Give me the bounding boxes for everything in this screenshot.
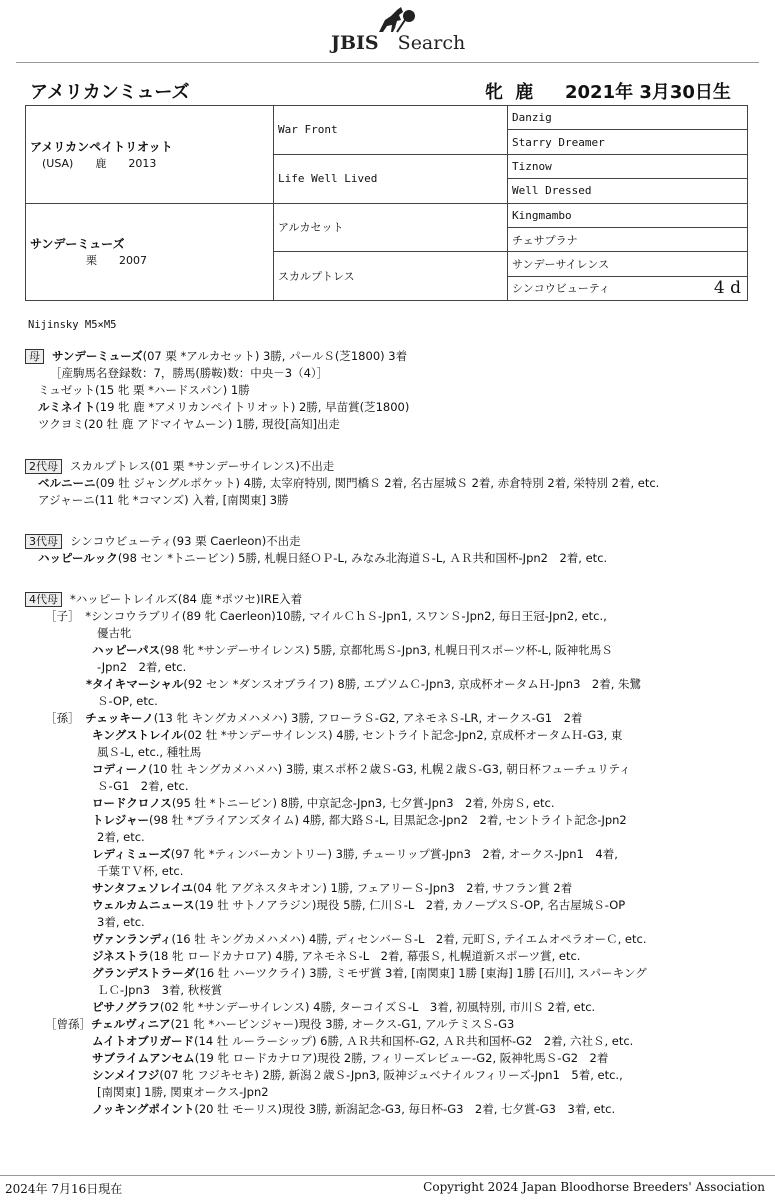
horse-link[interactable]: ハッピーパス bbox=[92, 643, 160, 657]
family-line bbox=[97, 1084, 269, 1100]
family-line bbox=[25, 533, 301, 549]
family-line bbox=[97, 863, 183, 879]
horse-link[interactable]: ムイトオブリガード bbox=[92, 1034, 195, 1048]
family-line bbox=[92, 642, 613, 658]
dam-sire[interactable]: アルカセット bbox=[274, 203, 508, 252]
family-line bbox=[92, 880, 572, 896]
horse-link[interactable]: ヴァンランディ bbox=[92, 932, 172, 946]
ancestor-cell[interactable]: Starry Dreamer bbox=[508, 130, 748, 154]
record-text: (21 牝 *ハービンジャー)現役 3勝, オークス-G1, アルテミスＳ-G3 bbox=[170, 1017, 515, 1031]
horse-link[interactable]: サブライムアンセム bbox=[92, 1051, 195, 1065]
record-text: (98 牡 *ブライアンズタイム) 4勝, 都大路Ｓ-L, 目黒記念-Jpn2 2着, セントライト記念-Jpn2 bbox=[148, 813, 627, 827]
record-text: ＬＣ-Jpn3 3着, 秋桜賞 bbox=[97, 983, 223, 997]
horse-link[interactable]: ロードクロノス bbox=[92, 796, 172, 810]
record-text: 優古牝 bbox=[97, 626, 132, 640]
family-line bbox=[92, 761, 631, 777]
record-text: ［曾孫］ bbox=[45, 1017, 91, 1031]
family-line bbox=[92, 948, 580, 964]
ancestor-cell[interactable]: Tiznow bbox=[508, 154, 748, 178]
as-of-date: 2024年 7月16日現在 bbox=[5, 1182, 123, 1196]
family-line bbox=[97, 744, 201, 760]
horse-sex-color: 牝 鹿 bbox=[485, 82, 534, 103]
horse-link[interactable]: ピサノグラフ bbox=[92, 1000, 160, 1014]
family-line bbox=[97, 778, 189, 794]
horse-link[interactable]: ルミネイト bbox=[38, 400, 96, 414]
record-text: (16 牡 ハーツクライ) 3勝, ミモザ賞 3着, [南関東] 1勝 [東海] 1勝 [石川], スパーキング bbox=[195, 966, 647, 980]
family-line bbox=[97, 829, 145, 845]
horse-name: アメリカンミューズ bbox=[30, 82, 190, 103]
record-text: (02 牝 *サンデーサイレンス) 4勝, ターコイズＳ-L 3着, 初風特別, 市川Ｓ 2着, etc. bbox=[159, 1000, 596, 1014]
logo-text: JBIS Search bbox=[331, 32, 466, 54]
record-text: (95 牡 *トニービン) 8勝, 中京記念-Jpn3, 七夕賞-Jpn3 2着, 外房Ｓ, etc. bbox=[171, 796, 555, 810]
record-text: (09 牡 ジャングルポケット) 4勝, 太宰府特別, 関門橋Ｓ 2着, 名古屋城Ｓ 2着, 赤倉特別 2着, 栄特別 2着, etc. bbox=[95, 476, 660, 490]
record-text: (92 セン *ダンスオブライフ) 8勝, エプソムＣ-Jpn3, 京成杯オータムＨ-Jpn3 2着, 朱鷺 bbox=[183, 677, 642, 691]
record-text: (98 セン *トニービン) 5勝, 札幌日経ＯＰ-L, みなみ北海道Ｓ-L, ＡＲ共和国杯-Jpn2 2着, etc. bbox=[117, 551, 608, 565]
family-line bbox=[92, 1101, 615, 1117]
record-text: ［子］ *シンコウラブリイ(89 牝 Caerleon)10勝, マイルＣｈＳ-Jpn1, スワンＳ-Jpn2, 毎日王冠-Jpn2, etc., bbox=[45, 609, 607, 623]
family-line bbox=[50, 365, 328, 381]
record-text: (19 牝 ロードカナロア)現役 2勝, フィリーズレビュー-G2, 阪神牝馬Ｓ-G2 2着 bbox=[194, 1051, 609, 1065]
horse-link[interactable]: グランデストラーダ bbox=[92, 966, 196, 980]
family-line bbox=[97, 659, 186, 675]
family-line bbox=[86, 676, 641, 692]
record-text: 風Ｓ-L, etc., 種牡馬 bbox=[97, 745, 202, 759]
record-text: (02 牡 *サンデーサイレンス) 4勝, セントライト記念-Jpn2, 京成杯オータムＨ-G3, 東 bbox=[182, 728, 623, 742]
generation-tag: 4代母 bbox=[25, 592, 62, 607]
record-text: ［孫］ bbox=[45, 711, 86, 725]
record-text: *ハッピートレイルズ(84 鹿 *ポツセ)IRE入着 bbox=[70, 592, 303, 606]
sire-dam[interactable]: Life Well Lived bbox=[274, 154, 508, 203]
family-line bbox=[92, 897, 625, 913]
record-text: 2着, etc. bbox=[97, 830, 145, 844]
family-line bbox=[92, 727, 622, 743]
family-line bbox=[38, 492, 289, 508]
generation-tag: 3代母 bbox=[25, 534, 62, 549]
family-line bbox=[45, 1016, 514, 1032]
footer-divider bbox=[0, 1175, 775, 1176]
family-line bbox=[38, 382, 250, 398]
horse-link[interactable]: サンデーミューズ bbox=[52, 349, 143, 363]
record-text: (18 牝 ロードカナロア) 4勝, アネモネＳ-L 2着, 幕張Ｓ, 札幌道新スポーツ賞, etc. bbox=[149, 949, 581, 963]
family-line bbox=[25, 458, 334, 474]
record-text: (19 牝 鹿 *アメリカンペイトリオット) 2勝, 早苗賞(芝1800) bbox=[95, 400, 410, 414]
record-text: -Jpn2 2着, etc. bbox=[97, 660, 187, 674]
ancestor-cell[interactable]: Well Dressed bbox=[508, 179, 748, 203]
horse-link[interactable]: ベルニーニ bbox=[38, 476, 96, 490]
record-text: スカルプトレス(01 栗 *サンデーサイレンス)不出走 bbox=[70, 459, 335, 473]
horse-link[interactable]: チェルヴィニア bbox=[91, 1017, 171, 1031]
horse-link[interactable]: レディミューズ bbox=[92, 847, 171, 861]
family-line bbox=[38, 550, 607, 566]
family-line bbox=[97, 625, 132, 641]
copyright: Copyright 2024 Japan Bloodhorse Breeders' Association bbox=[423, 1180, 765, 1194]
family-line bbox=[97, 914, 145, 930]
family-line bbox=[25, 348, 407, 364]
ancestor-cell[interactable]: Kingmambo bbox=[508, 203, 748, 227]
ancestor-cell[interactable]: Danzig bbox=[508, 106, 748, 130]
record-text: (16 牡 キングカメハメハ) 4勝, ディセンバーＳ-L 2着, 元町Ｓ, テイエムオペラオーＣ, etc. bbox=[171, 932, 647, 946]
horse-link[interactable]: キングストレイル bbox=[92, 728, 183, 742]
record-text: ツクヨミ(20 牡 鹿 アドマイヤムーン) 1勝, 現役[高知]出走 bbox=[38, 417, 341, 431]
record-text: (10 牡 キングカメハメハ) 3勝, 東スポ杯２歳Ｓ-G3, 札幌２歳Ｓ-G3, 朝日杯フューチュリティ bbox=[148, 762, 631, 776]
record-text: (98 牝 *サンデーサイレンス) 5勝, 京都牝馬Ｓ-Jpn3, 札幌日刊スポーツ杯-L, 阪神牝馬Ｓ bbox=[159, 643, 613, 657]
horse-link[interactable]: コディーノ bbox=[92, 762, 149, 776]
record-text: シンコウビューティ(93 栗 Caerleon)不出走 bbox=[70, 534, 301, 548]
record-text: [南関東] 1勝, 関東オークス-Jpn2 bbox=[97, 1085, 269, 1099]
family-line bbox=[45, 710, 582, 726]
record-text: (13 牝 キングカメハメハ) 3勝, フローラＳ-G2, アネモネＳ-LR, オークス-G1 2着 bbox=[153, 711, 583, 725]
horse-birth-date: 2021年 3月30日生 bbox=[565, 82, 731, 103]
horse-link[interactable]: ハッピールック bbox=[38, 551, 118, 565]
horse-link[interactable]: ウェルカムニュース bbox=[92, 898, 195, 912]
sire-info: (USA) 鹿 2013 bbox=[42, 156, 157, 170]
generation-tag: 母 bbox=[25, 349, 44, 364]
inbreeding-cross: Nijinsky M5×M5 bbox=[28, 319, 117, 331]
horse-link[interactable]: シンメイフジ bbox=[92, 1068, 160, 1082]
record-text: Ｓ-G1 2着, etc. bbox=[97, 779, 189, 793]
horse-link[interactable]: サンタフェソレイユ bbox=[92, 881, 193, 895]
dam-name[interactable]: サンデーミューズ bbox=[30, 237, 125, 252]
horse-link[interactable]: *タイキマーシャル bbox=[86, 677, 184, 691]
family-line bbox=[92, 965, 647, 981]
family-line bbox=[92, 812, 627, 828]
record-text: (97 牝 *ティンバーカントリー) 3勝, チューリップ賞-Jpn3 2着, オークス-Jpn1 4着, bbox=[170, 847, 618, 861]
family-line bbox=[92, 931, 646, 947]
dam-dam[interactable]: スカルプトレス bbox=[274, 252, 508, 301]
family-line bbox=[97, 982, 222, 998]
family-line bbox=[92, 1033, 633, 1049]
record-text: (14 牡 ルーラーシップ) 6勝, ＡＲ共和国杯-G2, ＡＲ共和国杯-G2 2着, 六社Ｓ, etc. bbox=[194, 1034, 634, 1048]
record-text: ミュゼット(15 牝 栗 *ハードスパン) 1勝 bbox=[38, 383, 250, 397]
record-text: (20 牡 モーリス)現役 3勝, 新潟記念-G3, 毎日杯-G3 2着, 七夕賞-G3 3着, etc. bbox=[194, 1102, 616, 1116]
family-line bbox=[97, 693, 158, 709]
record-text: ［産駒馬名登録数：7，勝馬(勝鞍)数：中央－3（4）］ bbox=[50, 366, 329, 380]
ancestor-cell[interactable]: サンデーサイレンス bbox=[508, 252, 748, 276]
record-text: 千葉ＴＶ杯, etc. bbox=[97, 864, 184, 878]
sire-sire[interactable]: War Front bbox=[274, 106, 508, 155]
record-text: 3着, etc. bbox=[97, 915, 145, 929]
horse-link[interactable]: チェッキーノ bbox=[85, 711, 154, 725]
family-line bbox=[92, 846, 618, 862]
family-number: 4 d bbox=[713, 277, 741, 298]
record-text: (04 牝 アグネスタキオン) 1勝, フェアリーＳ-Jpn3 2着, サフラン賞 2着 bbox=[192, 881, 573, 895]
generation-tag: 2代母 bbox=[25, 459, 62, 474]
ancestor-name[interactable]: シンコウビューティ bbox=[512, 282, 610, 296]
record-text: アジャーニ(11 牝 *コマンズ) 入着, [南関東] 3勝 bbox=[38, 493, 289, 507]
record-text: Ｓ-OP, etc. bbox=[97, 694, 158, 708]
horse-link[interactable]: トレジャー bbox=[92, 813, 149, 827]
family-line bbox=[92, 1067, 623, 1083]
family-line bbox=[45, 608, 607, 624]
family-line bbox=[25, 591, 302, 607]
family-line bbox=[92, 1050, 608, 1066]
record-text: (07 牝 フジキセキ) 2勝, 新潟２歳Ｓ-Jpn3, 阪神ジュベナイルフィリーズ-Jpn1 5着, etc., bbox=[159, 1068, 623, 1082]
family-line bbox=[92, 999, 595, 1015]
family-line bbox=[38, 416, 340, 432]
family-line bbox=[92, 795, 555, 811]
record-text: (19 牡 サトノアラジン)現役 5勝, 仁川Ｓ-L 2着, カノープスＳ-OP, 名古屋城Ｓ-OP bbox=[194, 898, 626, 912]
record-text: (07 栗 *アルカセット) 3勝, パールＳ(芝1800) 3着 bbox=[142, 349, 408, 363]
ancestor-cell[interactable]: チェサプラナ bbox=[508, 227, 748, 251]
family-line bbox=[38, 399, 409, 415]
dam-info: 栗 2007 bbox=[42, 254, 147, 268]
family-line bbox=[38, 475, 659, 491]
sire-name[interactable]: アメリカンペイトリオット bbox=[30, 139, 173, 154]
horse-link[interactable]: ノッキングポイント bbox=[92, 1102, 195, 1116]
horse-link[interactable]: ジネストラ bbox=[92, 949, 150, 963]
